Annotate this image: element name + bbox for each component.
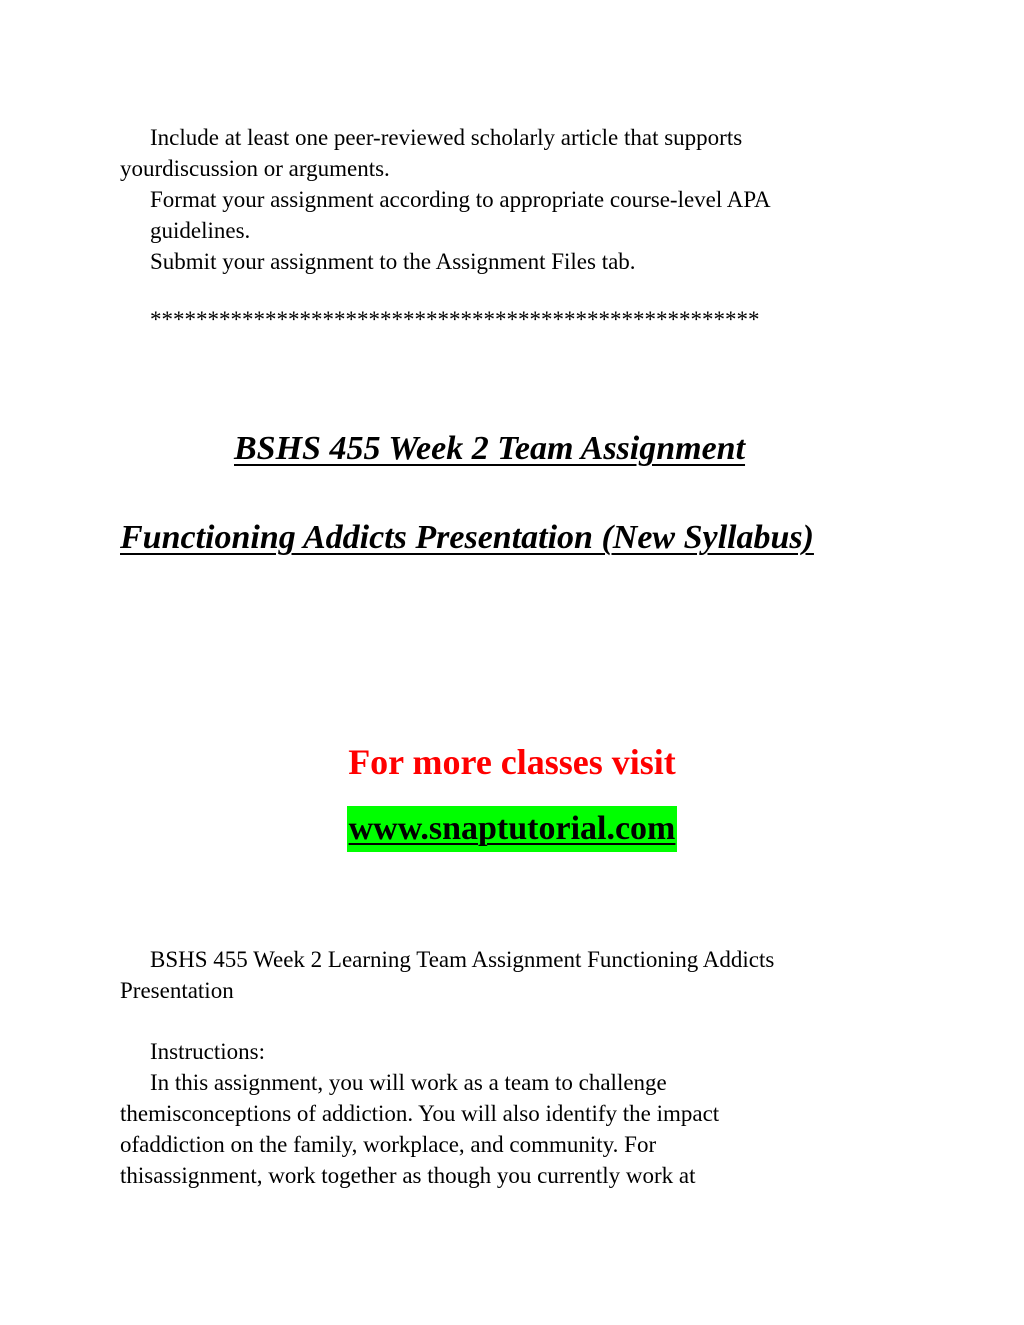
intro-line-5: Submit your assignment to the Assignment Files tab. — [150, 249, 636, 274]
body-para-line-4: thisassignment, work together as though you currently work at — [120, 1163, 696, 1188]
divider-asterisks: ***************************************************** — [150, 307, 760, 332]
body-para-line-1: In this assignment, you will work as a team to challenge — [150, 1070, 667, 1095]
body-para-line-3: ofaddiction on the family, workplace, and community. For — [120, 1132, 657, 1157]
intro-line-4: guidelines. — [150, 218, 251, 243]
intro-line-2: yourdiscussion or arguments. — [120, 156, 390, 181]
snaptutorial-link[interactable]: www.snaptutorial.com — [347, 806, 678, 852]
intro-line-3: Format your assignment according to appropriate course-level APA — [150, 187, 771, 212]
subtitle-heading: Functioning Addicts Presentation (New Syllabus) — [120, 519, 814, 556]
body-line-2: Presentation — [120, 978, 234, 1003]
intro-line-1: Include at least one peer-reviewed scholarly article that supports — [150, 125, 743, 150]
title-heading: BSHS 455 Week 2 Team Assignment — [234, 430, 746, 467]
promo-text: For more classes visit — [348, 742, 676, 782]
instructions-label: Instructions: — [150, 1039, 265, 1064]
body-para-line-2: themisconceptions of addiction. You will also identify the impact — [120, 1101, 720, 1126]
promo-link-row — [0, 806, 1024, 852]
body-line-1: BSHS 455 Week 2 Learning Team Assignment Functioning Addicts — [150, 947, 775, 972]
